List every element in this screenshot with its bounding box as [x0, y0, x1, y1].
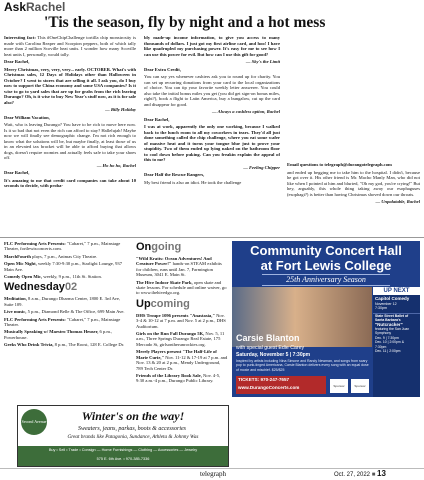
letter-signature: — Sky's the Limit: [245, 59, 280, 64]
event-listing: Musically Speaking w/ Maestro Thomas Heuser, 6 p.m., Powerhouse.: [4, 329, 113, 340]
page-number: 13: [377, 469, 386, 478]
sponsor-logo-1: Sponsor: [330, 379, 348, 393]
letters-column-1: [4, 35, 136, 232]
winter-ad: [17, 405, 229, 467]
up-next-label: UP NEXT: [373, 287, 420, 295]
letter-question: bly made-up income information, to give you access to many thousands of dollars. I just got my first airline card, and hoo! I have like quadrupled my purchasing power. It's easy for me to see how I can use this power for evil. But how can I use this gift for good?: [144, 35, 280, 57]
anniversary-banner: 25th Anniversary Season: [262, 274, 390, 286]
letter-salutation: Dear Rachel,: [4, 59, 30, 64]
section-divider: [0, 237, 424, 238]
second-avenue-badge: Second Avenue: [21, 409, 47, 435]
column-title-name: Rachel: [26, 0, 66, 14]
wednesday-heading: Wednesday02: [4, 281, 78, 294]
concert-ad: [232, 241, 420, 397]
letters-column-3: [287, 162, 420, 234]
letter-signature: — Billy Holiday: [105, 107, 136, 112]
event-listing: DHS Troupe 1096 presents "Anastasia," Nov. 3-4 & 10-12 at 7 p.m. and Nov. 5 at 2 p.m., DHS Auditorium.: [136, 312, 226, 329]
letter-question: It's amazing to me that credit card companies can take about 10 seconds to decide, with proba-: [4, 177, 136, 188]
letter-signature: — Always a cashless option, Rachel: [212, 109, 280, 114]
event-listing: Meditation, 8 a.m., Durango Dharma Center, 1800 E. 3rd Ave, Suite 109.: [4, 296, 121, 307]
letter-question: I was at work, apparently the only one working, because I walked back to the lunch room to all my coworkers in tears. They'd all just done something called the chip challenge, where you eat some wafer of massive heat and it turns your tongue blue just to prove your stupidity. Two of them ended up lying naked on the bathroom floor to cool down before puking. Can you freakin explain the appeal of this to me?: [144, 124, 280, 162]
letter-answer: and ended up begging me to take him to the hospital. I didn't, because he got over it. His other friend is Mr. Macho Manly Man, who did not like when I pointed at him and blurted, "Oh my god, you're crying!" But hey, arguably, this whole thing taking away our esophaguses (esophagi?) is better than having Christmas shoved down our throats.: [287, 169, 420, 197]
letter-signature: — Unpalatable, Rachel: [375, 199, 420, 204]
telegraph-logo: telegraph: [200, 470, 227, 478]
event-listing: Comedy Open Mic, weekly, 9 p.m., 11th St. Station.: [4, 274, 102, 280]
event-listing: Live music, 5 p.m., Diamond Belle & The Office, 699 Main Ave.: [4, 309, 125, 315]
letter-salutation: Dear Rachel,: [144, 116, 170, 122]
page-footer: [334, 469, 386, 480]
column-title-ask: Ask: [4, 0, 27, 14]
event-listing: Merely Players present "The Half-Life of Marie Curie," Nov. 11-12 & 17-19 at 7 p.m. and Nov. 13 & 20 at 2 p.m., Mendy Underground, 789 Tech Center Dr.: [136, 349, 228, 371]
artist-name: Carsie Blanton: [236, 333, 300, 343]
upcoming-heading: Upcoming: [136, 297, 190, 310]
guest-line: with special guest Edie Carey: [236, 345, 305, 351]
event-listing: Friends of the Library Book Sale, Nov. 4-5, 9:30 a.m.-4 p.m., Durango Public Library.: [136, 372, 221, 384]
letter-signature: — Feeling Chipper: [243, 164, 280, 170]
event-listing: FLC Performing Arts Presents: "Cabaret," 7 p.m., Mainstage Theater.: [4, 316, 121, 328]
event-listing: The Hive Indoor Skate Park, open skate and skate lessons. For schedule and online waiver, go to www.thehivedgo.org.: [136, 279, 227, 296]
up-next-item-2: State Street Ballet of Santa Barbara's "Nutcracker" featuring the San Juan Symphony Dec. 9 | 7:30pm Dec. 10 | 2:00pm & 7:30pm Dec. 11 | 2:00pm: [373, 313, 420, 354]
concert-description: Inspired by artists including Nina Simone and Randy Newman, and songs from scary pop to punk-tinged Americana, Carsie Blanton delivers every song with an equal dose of moxie and mischief. $25/$25: [236, 359, 369, 372]
concert-college-title: at Fort Lewis College: [260, 258, 392, 273]
letter-intro: Interesting fact: This #OneChipChallenge tortilla chip monstrosity is made with Carolina Reaper and Scorpion peppers, both of which tally more than 2 million Scoville heat units. I wonder how many Scoville heat units I, personally, would tally.: [4, 35, 136, 57]
headline: 'Tis the season, fly by night and a hot mess: [44, 14, 326, 31]
letter-signature: — Ho ho ho, Rachel: [96, 162, 136, 168]
winter-ad-services-bar: Buy • Sell • Trade • Consign — Home Furnishings — Clothing — Accessories — Jewelry 575 E. 6th Ave. • 970-385-7336: [18, 446, 228, 466]
footer-separator: ■: [371, 472, 376, 478]
letter-salutation: Dear Extra Credit,: [144, 66, 181, 72]
up-next-panel: [373, 287, 420, 397]
ongoing-heading: Ongoing: [136, 241, 182, 253]
letter-salutation: Dear William Vacation,: [4, 114, 50, 120]
event-listing: MarchFourth plays, 7 p.m., Animas City Theatre.: [4, 253, 98, 259]
event-listing: Geeks Who Drink Trivia, 8 p.m., The Roost, 128 E. College Dr.: [4, 342, 125, 348]
tickets-site[interactable]: www.DurangoConcerts.com: [238, 385, 300, 390]
letters-column-2: [144, 35, 280, 232]
tickets-box: [236, 376, 326, 394]
up-next-item-1: Capitol Comedy November 12 7:30pm: [375, 296, 410, 311]
letter-question: Merry Christmas, very, very, very... early. OCTOBER. What's with Christmas sales, 12 Days of Holidays other than Halloween in October? I went to stores that are selling it all. I ask you, do I buy now to support the China economy and some USA companies? Is it wise to go to yard sales that are up for grabs from the rich leaving Durango? Oh, is it wise to buy New Year's stuff now, as it is for sale also?: [4, 66, 136, 105]
concert-date: Saturday, November 5 | 7:30pm: [236, 352, 311, 358]
sponsor-logo-2: Sponsor: [351, 379, 369, 393]
event-listing: Open Mic Night, weekly 7:30-9:30 p.m., Starlight Lounge, 937 Main Ave.: [4, 261, 123, 272]
tickets-phone: TICKETS: 970-247-7657: [238, 377, 290, 382]
event-listing: Girls on the Run Fall Durango 5K, Nov. 5, 11 a.m., Three Springs Durango Real Estate, 175 Mercado St, girlsontherunrockies.org.: [136, 331, 225, 347]
letter-answer: My best friend is also an idiot. He took the challenge: [144, 179, 242, 185]
issue-date: Oct. 27, 2022: [334, 472, 371, 478]
events-column-2: [136, 241, 228, 396]
letter-salutation: Dear Half the Rescue Rangers,: [144, 172, 205, 177]
winter-ad-title: Winter's on the way!: [81, 409, 185, 423]
winter-ad-subtitle: Sweaters, jeans, parkas, boots & accessories: [78, 426, 186, 432]
letter-salutation: Dear Rachel,: [4, 170, 30, 175]
event-listing: FLC Performing Arts Presents: "Cabaret," 7 p.m., Mainstage Theater, fortlewisconcerts.com.: [4, 241, 121, 252]
column-title: [4, 0, 65, 14]
winter-ad-brands: Great brands like Patagonia, Sundance, Athleta & Johnny Was: [67, 434, 199, 440]
event-listing: "Wild Kratts: Ocean Adventures! And Creature Power!" hands-on STEAM exhibits for children, runs until Jan. 7, Farmington Museum, 3041 E. Main St.: [136, 256, 222, 278]
concert-hall-title: Community Concert Hall: [250, 243, 402, 258]
letter-question: Email questions to telegraph@durangotelegraph.com: [287, 162, 392, 167]
letter-answer: Wait, who is leaving Durango? You have to be rich to move here now. Is it so bad that not even the rich can afford to stay? Hallelujah! Maybe now we will finally see demographic change. I'm not rich enough to know what the solutions will be, but maybe finally, at least those of us in an elevated tax bracket will be able to afford buying that allows dogs, doesn't require roomies and actually feels safe to take your shoes off.: [4, 122, 136, 160]
letter-answer: You can say yes whenever cashiers ask you to round up for charity. You can set up recurring donations from your card to the local organizations of choice. You can tip your favorite weekly letter answerer. You could also take the initial bonus miles you get (you did get sign-on bonus miles, right?), book a flight to Latin America, buy a bungalow, cut up the card and disappear for good.: [144, 74, 280, 107]
